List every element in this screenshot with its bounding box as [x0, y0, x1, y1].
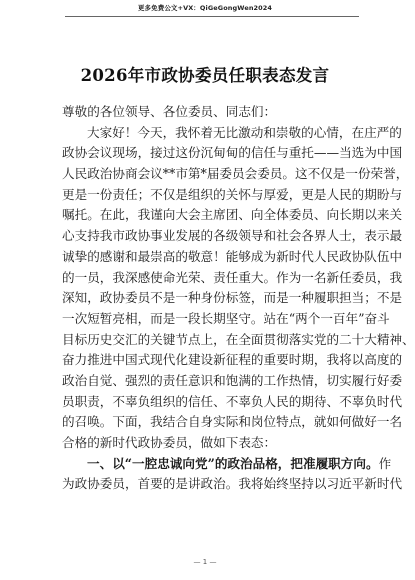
paragraph-line: 大家好！今天，我怀着无比激动和崇敬的心情，在庄严的	[87, 124, 402, 140]
paragraph-line: 员职责，不辜负组织的信任、不辜负人民的期待、不辜负时代	[62, 393, 403, 409]
page-number: — 1 —	[193, 558, 217, 566]
section-heading	[62, 454, 392, 475]
paragraph-line: 深知，政协委员不是一种身份标签，而是一种履职担当；不是	[62, 290, 403, 306]
paragraph-line: 心支持我市政协事业发展的各级领导和社会各界人士，表示最	[62, 228, 403, 244]
banner-text: 更多免费公文+VX：QiGeGongWen2024	[137, 3, 273, 12]
salutation: 尊敬的各位领导、各位委员、同志们：	[62, 104, 277, 119]
paragraph-line: 奋力推进中国式现代化建设新征程的重要时期，我将以高度的	[62, 352, 403, 368]
paragraph-line: 政协会议现场，接过这份沉甸甸的信任与重托——当选为中国	[62, 145, 403, 161]
document-title: 2026年市政协委员任职表态发言	[80, 66, 330, 85]
document-body	[62, 102, 415, 495]
paragraph-line: 更是一份责任；不仅是组织的关怀与厚爱，更是人民的期盼与	[62, 186, 403, 202]
paragraph-line: 诚挚的感谢和最崇高的敬意！能够成为新时代人民政协队伍中	[62, 248, 403, 264]
paragraph-line: 一次短暂亮相，而是一段长期坚守。站在“两个一百年”奋斗	[62, 310, 390, 326]
paragraph-line: 目标历史交汇的关键节点上，在全面贯彻落实党的二十大精神、	[62, 331, 415, 347]
paragraph-line: 为政协委员，首要的是讲政治。我将始终坚持以习近平新时代	[62, 476, 403, 492]
paragraph-line: 合格的新时代政协委员，做如下表态：	[62, 435, 277, 450]
paragraph-line: 人民政治协商会议**市第*届委员会委员。这不仅是一份荣誉，	[62, 166, 409, 182]
section-heading-tail: 作	[378, 455, 392, 471]
top-banner	[0, 0, 410, 14]
paragraph-line: 的一员，我深感使命光荣、责任重大。作为一名新任委员，我	[62, 269, 403, 285]
paragraph-line: 的召唤。下面，我结合自身实际和岗位特点，就如何做好一名	[62, 414, 403, 430]
header-rule	[65, 16, 359, 17]
paragraph-line: 嘱托。在此，我谨向大会主席团、向全体委员、向长期以来关	[62, 207, 403, 223]
section-heading-text: 一、以“一腔忠诚向党”的政治品格，把准履职方向。	[87, 455, 379, 471]
paragraph-line: 政治自觉、强烈的责任意识和饱满的工作热情，切实履行好委	[62, 372, 403, 388]
